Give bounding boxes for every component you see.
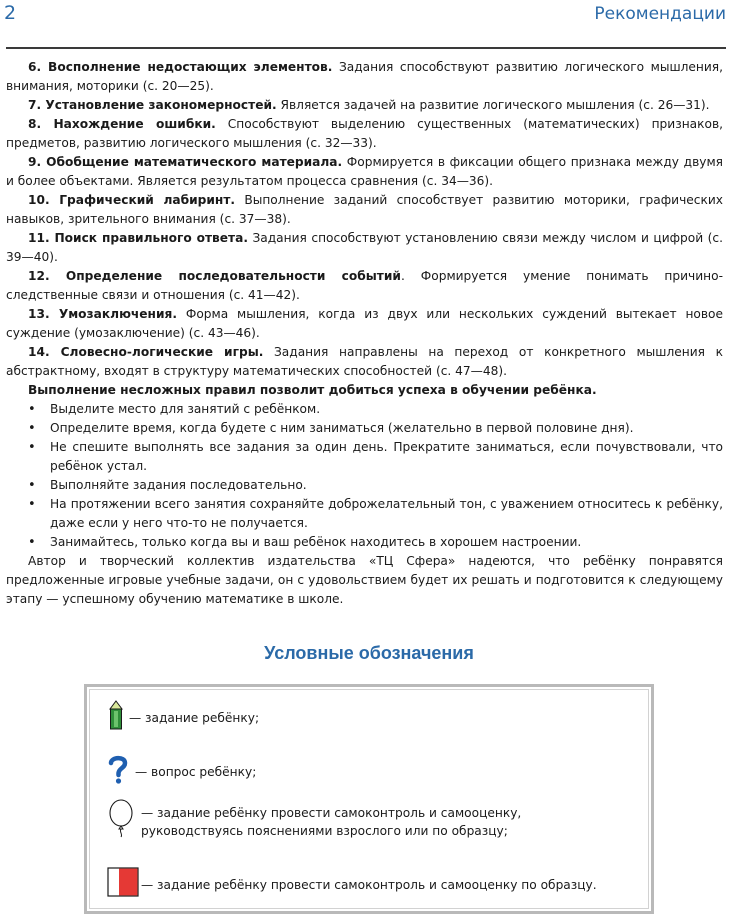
legend-text: — задание ребёнку провести самоконтроль и самооценку по образцу. [141,877,597,892]
list-item [6,305,723,343]
item-text: Форма мышления, когда из двух или нескольких суждений вытекает новое суждение (умозаключение) (с. 43—46). [6,307,724,340]
item-title: 14. Словесно-логические игры. [28,345,264,359]
item-text: Способствуют выделению существенных (математических) признаков, предметов, развитию логического мышления (с. 32—33). [6,117,724,150]
balloon-icon [109,798,135,843]
legend-box [84,684,654,914]
item-text: . Формируется умение понимать причино-следственные связи и отношения (с. 41—42). [6,269,723,302]
legend-title: Условные обозначения [264,643,474,663]
rule-item: • Выполняйте задания последовательно. [6,476,723,495]
legend-text: — задание ребёнку; [129,710,260,725]
item-title: 7. Установление закономерностей. [28,98,277,112]
item-title: 6. Восполнение недостающих элементов. [28,60,333,74]
item-text: Задания способствуют установлению связи между числом и цифрой (с. 39—40). [6,231,723,264]
item-text: Задания способствуют развитию логического мышления, внимания, моторики (с. 20—25). [6,60,723,93]
item-title: 13. Умозаключения. [28,307,177,321]
section-title: Рекомендации [594,4,726,24]
item-text: Является задачей на развитие логического мышления (с. 26—31). [276,98,710,112]
rule-item: • Определите время, когда будете с ним заниматься (желательно в первой половине дня). [6,419,723,438]
main-text [6,58,723,609]
red-square-icon [107,867,139,902]
item-text: Задания направлены на переход от конкретного мышления к абстрактному, входят в структуру математических способностей (с. 47—48). [6,345,723,378]
list-item [6,58,723,96]
closing-paragraph: Автор и творческий коллектив издательства «ТЦ Сфера» надеются, что ребёнку понравятся предложенные игровые учебные задачи, он с удовольствием будет их решать и подготовится к следующему этапу — успешному обучению математике в школе. [6,554,723,606]
legend-text: — вопрос ребёнку; [135,764,257,779]
list-item [6,191,723,229]
pencil-icon [109,700,123,735]
rule-item: • Выделите место для занятий с ребёнком. [6,400,723,419]
list-item [6,115,723,153]
list-item [6,343,723,381]
page-number: 2 [4,2,17,24]
item-text: Выполнение заданий способствует развитию моторики, графических навыков, зрительного внимания (с. 37—38). [6,193,723,226]
rules-list [6,400,723,552]
legend-entry-question [107,754,627,789]
item-title: 9. Обобщение математического материала. [28,155,343,169]
header-rule [6,47,726,49]
list-item [6,229,723,267]
rule-item: • Занимайтесь, только когда вы и ваш ребёнок находитесь в хорошем настроении. [6,533,723,552]
item-title: 11. Поиск правильного ответа. [28,231,248,245]
legend-entry-balloon [109,800,635,843]
rule-item: • На протяжении всего занятия сохраняйте доброжелательный тон, с уважением относитесь к ребёнку, даже если у него что-то не получается. [6,495,723,533]
legend-entry-pencil [109,700,629,735]
list-item [6,267,723,305]
item-title: 8. Нахождение ошибки. [28,117,216,131]
list-item [6,96,723,115]
item-title: 10. Графический лабиринт. [28,193,236,207]
rules-lead: Выполнение несложных правил позволит добиться успеха в обучении ребёнка. [28,383,597,397]
legend-text: — задание ребёнку провести самоконтроль и самооценку, руководствуясь пояснениями взрослого или по образцу; [141,806,522,838]
item-text: Формируется в фиксации общего признака между двумя и более объектами. Является результатом процесса сравнения (с. 34—36). [6,155,724,188]
question-mark-icon [107,754,129,789]
legend-entry-square [107,867,637,902]
rule-item: • Не спешите выполнять все задания за один день. Прекратите заниматься, если почувствовали, что ребёнок устал. [6,438,723,476]
list-item [6,153,723,191]
item-title: 12. Определение последовательности событий [28,269,401,283]
